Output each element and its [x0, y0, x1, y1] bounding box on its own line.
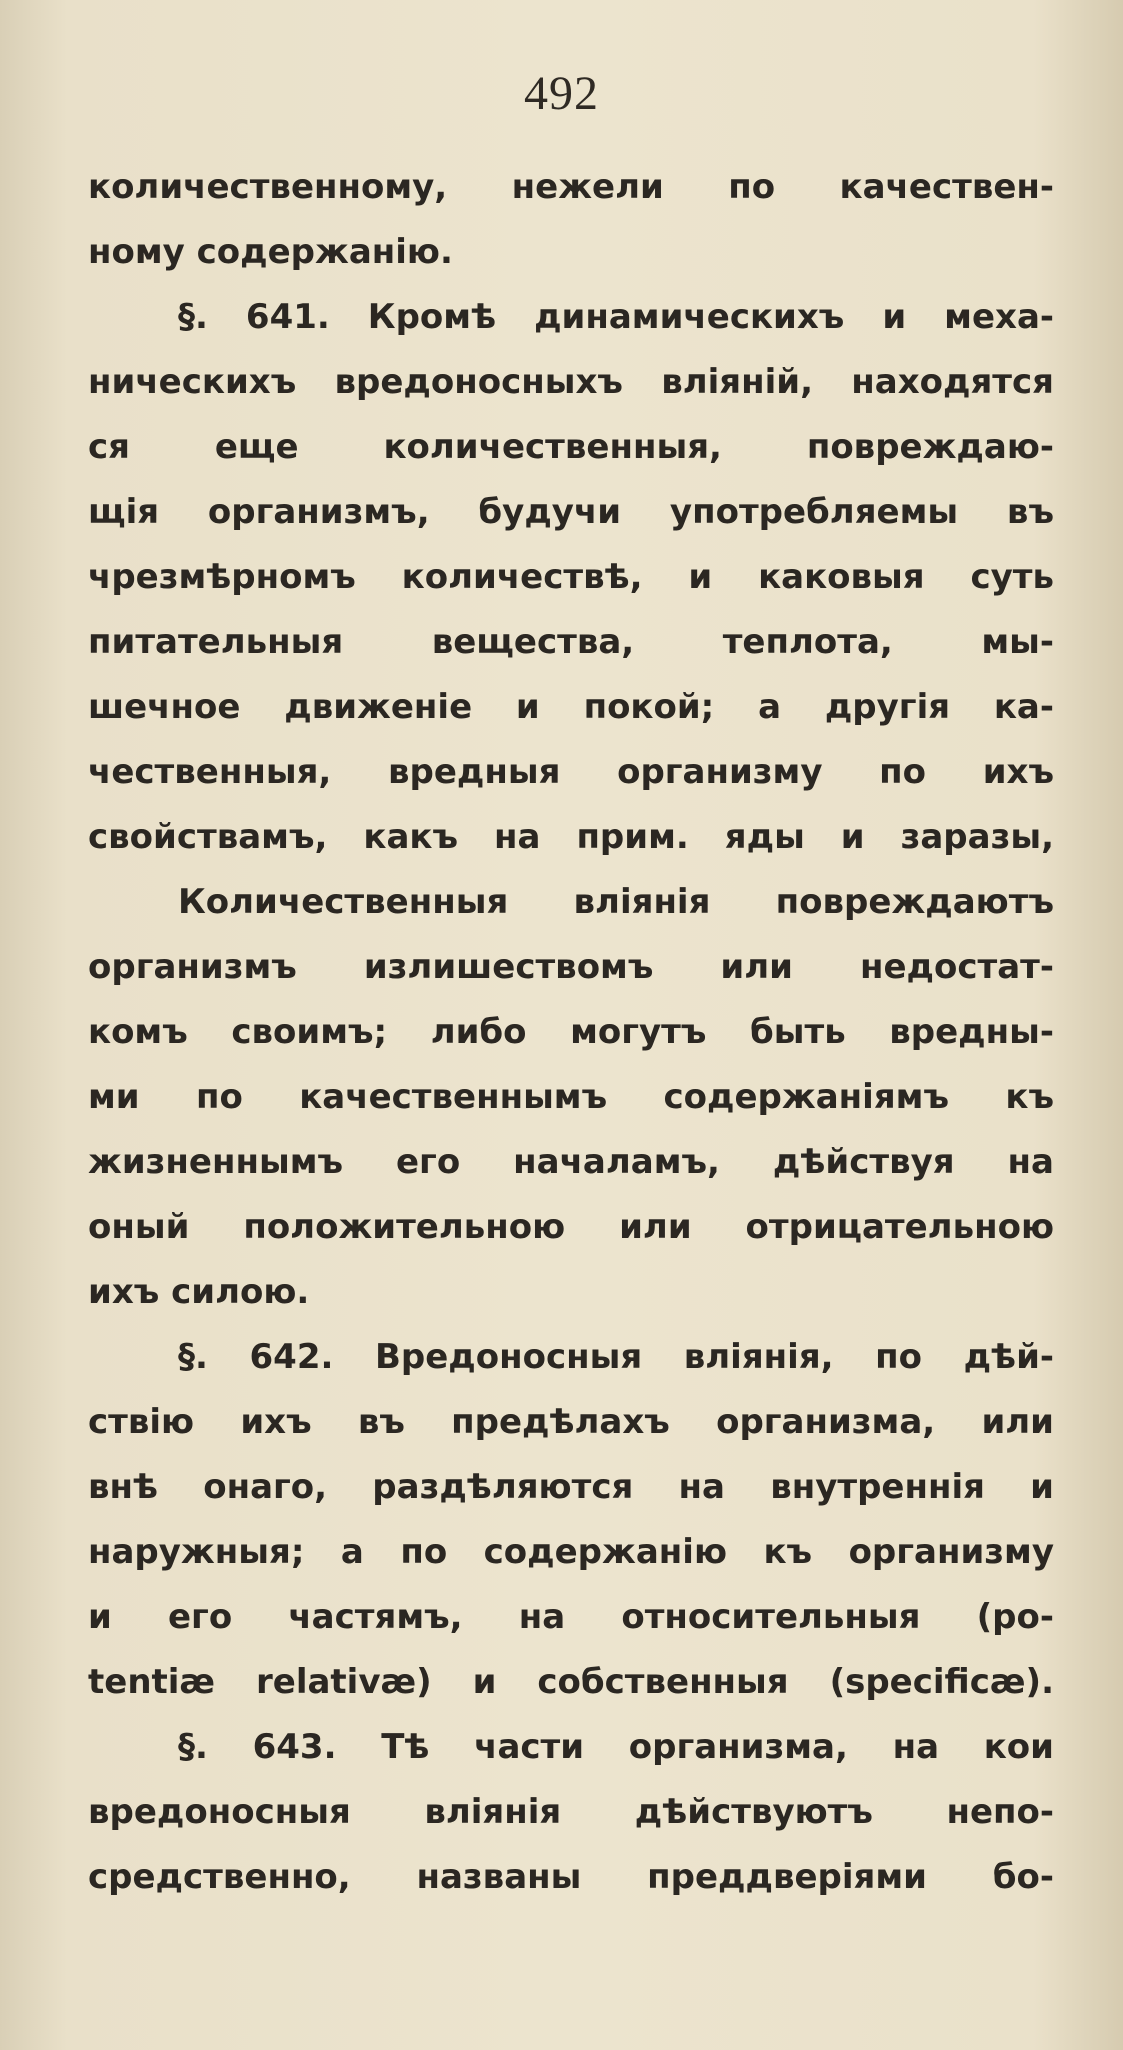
text-line: ихъ силою. [88, 1272, 310, 1312]
text-line: жизненнымъ его началамъ, дѣйствуя на [88, 1142, 1054, 1182]
text-line: §. 643. Тѣ части организма, на кои [178, 1727, 1054, 1767]
text-line: вредоносныя вліянія дѣйствуютъ непо- [88, 1792, 1054, 1832]
text-line: чрезмѣрномъ количествѣ, и каковыя суть [88, 557, 1054, 597]
text-line: питательныя вещества, теплота, мы- [88, 622, 1054, 662]
paragraph-1 [88, 155, 1054, 285]
text-line: §. 641. Кромѣ динамическихъ и меха- [178, 297, 1054, 337]
text-line: ному содержанію. [88, 232, 453, 272]
text-line: чественныя, вредныя организму по ихъ [88, 752, 1054, 792]
page-body-text [88, 155, 1054, 1910]
paragraph-4 [88, 1325, 1054, 1715]
paragraph-2 [88, 285, 1054, 870]
text-line: §. 642. Вредоносныя вліянія, по дѣй- [178, 1337, 1054, 1377]
text-line: комъ своимъ; либо могутъ быть вредны- [88, 1012, 1054, 1052]
text-line: свойствамъ, какъ на прим. яды и заразы, [88, 817, 1054, 857]
paragraph-3 [88, 870, 1054, 1325]
paragraph-5 [88, 1715, 1054, 1910]
text-line: ствію ихъ въ предѣлахъ организма, или [88, 1402, 1054, 1442]
text-line: ся еще количественныя, повреждаю- [88, 427, 1054, 467]
text-line: средственно, названы преддверіями бо- [88, 1857, 1054, 1897]
text-line: количественному, нежели по качествен- [88, 167, 1054, 207]
text-line: шечное движеніе и покой; а другія ка- [88, 687, 1054, 727]
text-line: ми по качественнымъ содержаніямъ къ [88, 1077, 1054, 1117]
page-number: 492 [524, 67, 599, 120]
text-line: внѣ онаго, раздѣляются на внутреннія и [88, 1467, 1054, 1507]
text-line: оный положительною или отрицательною [88, 1207, 1054, 1247]
text-line: tentiæ relativæ) и собственныя (specificæ). [88, 1662, 1054, 1702]
text-line: и его частямъ, на относительныя (po- [88, 1597, 1054, 1637]
text-line: щія организмъ, будучи употребляемы въ [88, 492, 1054, 532]
text-line: наружныя; а по содержанію къ организму [88, 1532, 1054, 1572]
text-line: ническихъ вредоносныхъ вліяній, находятся [88, 362, 1054, 402]
text-line: Количественныя вліянія повреждаютъ [178, 882, 1054, 922]
text-line: организмъ излишествомъ или недостат- [88, 947, 1054, 987]
